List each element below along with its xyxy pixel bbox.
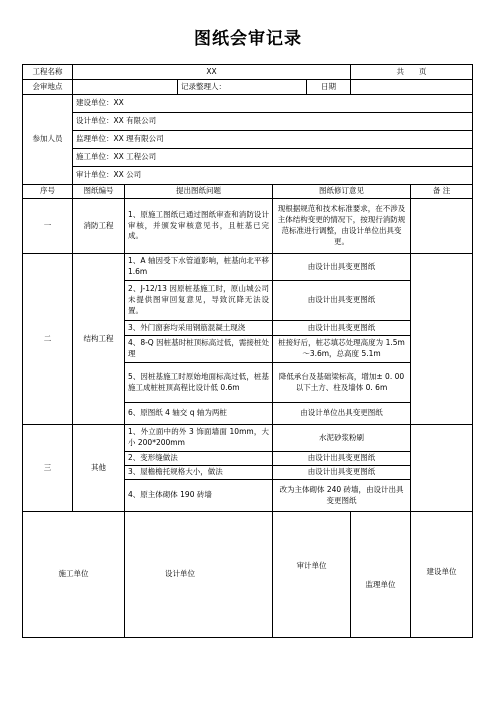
section-number: 一 (23, 199, 73, 254)
issue-cell: 4、原主体砌体 190 砖墙 (125, 480, 273, 512)
project-name-label: 工程名称 (23, 65, 73, 80)
project-name-value: XX (73, 65, 351, 80)
location-label: 会审地点 (23, 80, 73, 95)
revision-cell: 由设计出具变更图纸 (273, 281, 411, 321)
location-value (73, 80, 178, 95)
participant-row: 监理单位：XX 理有限公司 (73, 131, 473, 149)
pages-label: 共 页 (351, 65, 473, 80)
revision-cell: 水泥砂浆粉刷 (273, 425, 411, 452)
participant-row: 建设单位：XX (73, 95, 473, 113)
revision-cell: 桩接好后，桩芯填芯处理高度为 1.5m～3.6m，总高度 5.1m (273, 336, 411, 363)
column-header-issue: 提出图纸问题 (125, 185, 273, 199)
signature-supervision: 监理单位 (351, 512, 411, 638)
revision-cell: 由设计出具变更图纸 (273, 452, 411, 466)
participants-label: 参加人员 (23, 95, 73, 185)
column-header-remark: 备 注 (411, 185, 473, 199)
signature-design: 设计单位 (125, 512, 273, 638)
review-record-table (22, 64, 473, 638)
issue-cell: 6、原图纸 4 轴交 q 轴为两桩 (125, 403, 273, 425)
section-drawing: 结构工程 (73, 254, 125, 425)
revision-cell: 降低承台及基础梁标高，增加± 0. 00 以下土方、柱及墙体 0. 6m (273, 363, 411, 403)
column-header-no: 序号 (23, 185, 73, 199)
document-title: 图纸会审记录 (194, 29, 302, 49)
participant-row: 审计单位：XX 公司 (73, 167, 473, 185)
issue-cell: 1、A 轴因受下水管道影响，桩基向北平移 1.6m (125, 254, 273, 281)
section-number: 二 (23, 254, 73, 425)
column-header-drawing: 图纸编号 (73, 185, 125, 199)
revision-cell: 改为主体砌体 240 砖墙，由设计出具变更图纸 (273, 480, 411, 512)
signature-construction: 施工单位 (23, 512, 125, 638)
date-value (351, 80, 473, 95)
issue-cell: 5、因桩基施工时原始地面标高过低，桩基施工成桩桩顶高程比设计低 0.6m (125, 363, 273, 403)
revision-cell: 由设计出具变更图纸 (273, 254, 411, 281)
issue-cell: 3、屋檐檐托规格大小，做法 (125, 466, 273, 480)
recorder-label: 记录整理人： (178, 80, 307, 95)
issue-cell: 2、J-12/13 因原桩基施工时，原山城公司未提供图审回复意见，导致沉降无法设置。 (125, 281, 273, 321)
issue-cell: 1、原施工图纸已通过图纸审查和消防设计审核，并颁发审核意见书，且桩基已完成。 (125, 199, 273, 254)
section-drawing: 消防工程 (73, 199, 125, 254)
signature-owner: 建设单位 (411, 512, 473, 638)
signature-audit: 审计单位 (273, 512, 351, 638)
participant-row: 施工单位：XX 工程公司 (73, 149, 473, 167)
issue-cell: 4、8-Q 因桩基时桩顶标高过低，需接桩处理 (125, 336, 273, 363)
participant-row: 设计单位：XX 有限公司 (73, 113, 473, 131)
section-number: 三 (23, 425, 73, 512)
date-label: 日期 (307, 80, 351, 95)
revision-cell: 现根据规范和技术标准要求，在不涉及主体结构变更的情况下，按现行消防规范标准进行调整，由设计单位出具变更。 (273, 199, 411, 254)
section-drawing: 其他 (73, 425, 125, 512)
issue-cell: 2、变形缝做法 (125, 452, 273, 466)
issue-cell: 1、外立面中的外 3 饰面墙面 10mm，大小 200*200mm (125, 425, 273, 452)
column-header-revision: 图纸修订意见 (273, 185, 411, 199)
revision-cell: 由设计出具变更图纸 (273, 321, 411, 336)
remark-cell (411, 425, 473, 512)
revision-cell: 由设计出具变更图纸 (273, 466, 411, 480)
remark-cell (411, 199, 473, 254)
revision-cell: 由设计单位出具变更图纸 (273, 403, 411, 425)
remark-cell (411, 254, 473, 425)
issue-cell: 3、外门窗套均采用钢筋混凝土现浇 (125, 321, 273, 336)
